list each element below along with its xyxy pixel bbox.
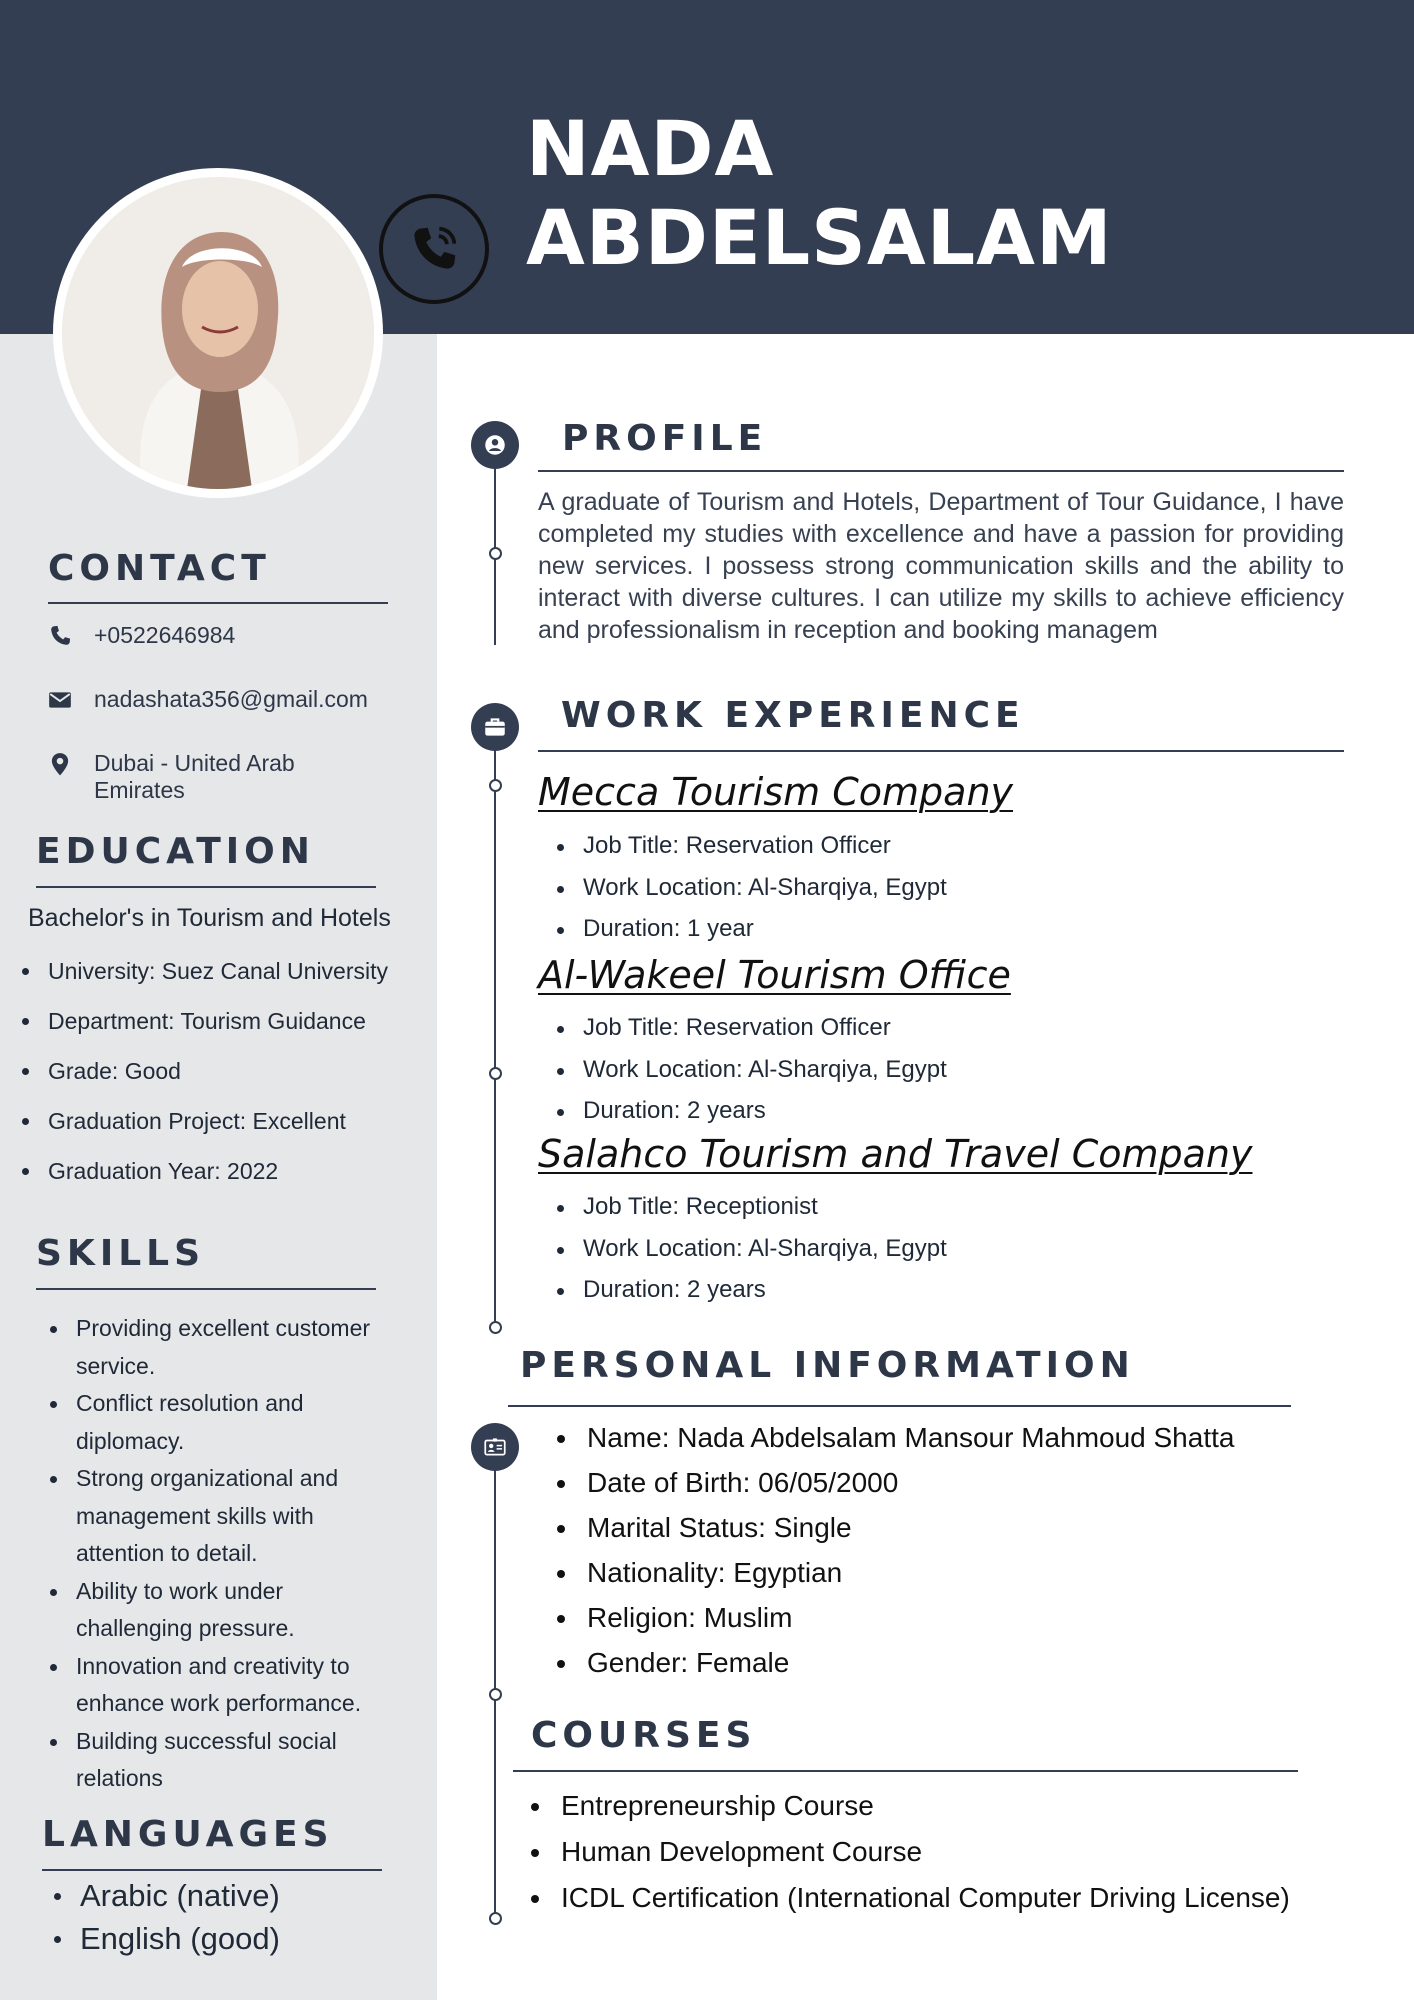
list-item: English (good): [52, 1917, 280, 1960]
list-item: Name: Nada Abdelsalam Mansour Mahmoud Shatta: [553, 1420, 1234, 1465]
list-item: Duration: 2 years: [553, 1275, 947, 1317]
phone-badge-icon: [379, 194, 489, 304]
list-item: University: Suez Canal University: [20, 955, 388, 1005]
list-item: Duration: 1 year: [553, 914, 947, 956]
company-name: Mecca Tourism Company: [538, 770, 1014, 814]
profile-summary: A graduate of Tourism and Hotels, Department of Tour Guidance, I have completed my studies with excellence and have a passion for providing new services. I possess strong communication skills and the ability to interact with diverse cultures. I can utilize my skills to achieve efficiency and professionalism in reception and booking managem: [538, 488, 1344, 644]
personal-information-divider: [508, 1405, 1291, 1407]
list-item: Job Title: Reservation Officer: [553, 1013, 947, 1055]
list-item: Graduation Project: Excellent: [20, 1105, 388, 1155]
skills-list: [48, 1310, 398, 1798]
company-name: Salahco Tourism and Travel Company: [538, 1132, 1253, 1176]
list-item: Conflict resolution and diplomacy.: [48, 1385, 398, 1460]
job-details-list: [553, 1192, 947, 1317]
work-experience-divider: [538, 750, 1344, 752]
portrait-image: [62, 177, 374, 489]
languages-heading: LANGUAGES: [42, 1814, 334, 1855]
map-pin-icon: [46, 750, 74, 778]
list-item: Work Location: Al-Sharqiya, Egypt: [553, 1234, 947, 1276]
timeline-dot: [489, 547, 502, 560]
profile-photo: [53, 168, 383, 498]
list-item: Innovation and creativity to enhance work performance.: [48, 1648, 398, 1723]
list-item: Job Title: Receptionist: [553, 1192, 947, 1234]
education-heading: EDUCATION: [36, 831, 315, 872]
contact-divider: [48, 602, 388, 604]
courses-list: [527, 1788, 1290, 1926]
list-item: Human Development Course: [527, 1834, 1290, 1880]
timeline-dot: [489, 779, 502, 792]
location-text: Dubai - United Arab Emirates: [94, 750, 295, 803]
list-item: Department: Tourism Guidance: [20, 1005, 388, 1055]
contact-phone: [46, 622, 235, 650]
education-list: [20, 955, 388, 1205]
skills-heading: SKILLS: [36, 1233, 206, 1274]
id-card-icon: [471, 1423, 519, 1471]
candidate-name: NADA ABDELSALAM: [526, 104, 1113, 282]
list-item: Gender: Female: [553, 1645, 1234, 1690]
list-item: Duration: 2 years: [553, 1096, 947, 1138]
profile-heading: PROFILE: [562, 418, 768, 459]
job-details-list: [553, 831, 947, 956]
job-details-list: [553, 1013, 947, 1138]
list-item: Ability to work under challenging pressure.: [48, 1573, 398, 1648]
languages-list: [52, 1874, 280, 1960]
envelope-icon: [46, 686, 74, 714]
list-item: Entrepreneurship Course: [527, 1788, 1290, 1834]
company-name: Al-Wakeel Tourism Office: [538, 953, 1011, 997]
education-divider: [36, 886, 376, 888]
profile-user-icon: [471, 421, 519, 469]
list-item: Nationality: Egyptian: [553, 1555, 1234, 1600]
phone-icon: [46, 622, 74, 650]
contact-email: [46, 686, 368, 714]
list-item: Religion: Muslim: [553, 1600, 1234, 1645]
timeline-dot: [489, 1067, 502, 1080]
list-item: Building successful social relations: [48, 1723, 398, 1798]
timeline-dot: [489, 1688, 502, 1701]
courses-divider: [513, 1770, 1298, 1772]
list-item: Work Location: Al-Sharqiya, Egypt: [553, 873, 947, 915]
personal-information-list: [553, 1420, 1234, 1690]
work-experience-heading: WORK EXPERIENCE: [561, 695, 1025, 736]
list-item: Graduation Year: 2022: [20, 1155, 388, 1205]
list-item: Date of Birth: 06/05/2000: [553, 1465, 1234, 1510]
timeline-dot: [489, 1321, 502, 1334]
timeline-line: [494, 745, 496, 1325]
list-item: Marital Status: Single: [553, 1510, 1234, 1555]
skills-divider: [36, 1288, 376, 1290]
personal-information-heading: PERSONAL INFORMATION: [520, 1345, 1135, 1386]
list-item: ICDL Certification (International Computer Driving License): [527, 1880, 1290, 1926]
briefcase-icon: [471, 703, 519, 751]
phone-number: +0522646984: [94, 622, 236, 648]
list-item: Arabic (native): [52, 1874, 280, 1917]
timeline-line: [494, 445, 496, 645]
courses-heading: COURSES: [531, 1715, 757, 1756]
education-degree: Bachelor's in Tourism and Hotels: [28, 904, 391, 932]
languages-divider: [42, 1869, 382, 1871]
contact-heading: CONTACT: [48, 548, 271, 589]
list-item: Job Title: Reservation Officer: [553, 831, 947, 873]
list-item: Strong organizational and management skills with attention to detail.: [48, 1460, 398, 1573]
list-item: Providing excellent customer service.: [48, 1310, 398, 1385]
list-item: Grade: Good: [20, 1055, 388, 1105]
list-item: Work Location: Al-Sharqiya, Egypt: [553, 1055, 947, 1097]
timeline-dot: [489, 1912, 502, 1925]
profile-divider: [538, 470, 1344, 472]
email-address: nadashata356@gmail.com: [94, 686, 368, 712]
contact-location: [46, 750, 346, 804]
